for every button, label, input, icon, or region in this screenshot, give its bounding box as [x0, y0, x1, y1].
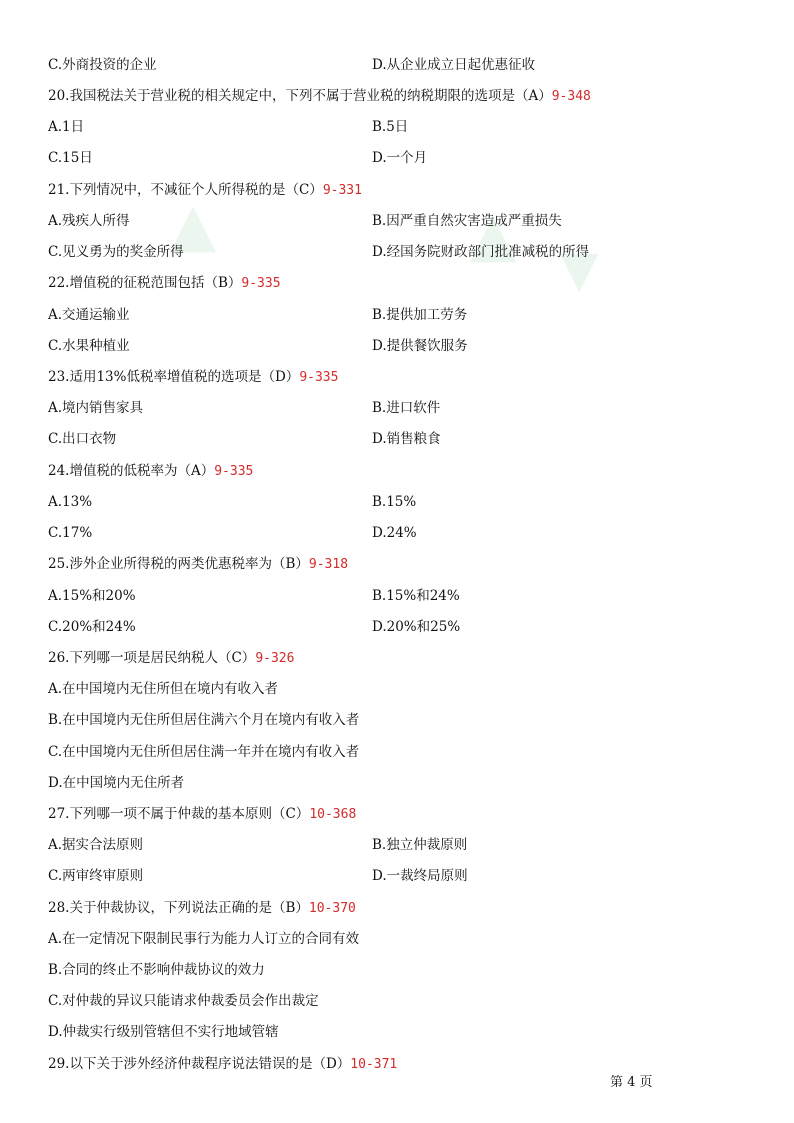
- page-reference: 10-371: [350, 1057, 398, 1072]
- option-a: A.15%和20%: [48, 588, 136, 604]
- option-row: [48, 305, 468, 325]
- question-text: 25.涉外企业所得税的两类优惠税率为（B）: [48, 556, 309, 572]
- watermark-mark: ▲: [170, 190, 217, 260]
- option-b: B.进口软件: [372, 400, 441, 416]
- option-row: [48, 148, 428, 168]
- option-b: B.15%: [372, 494, 417, 510]
- question-text: 20.我国税法关于营业税的相关规定中，下列不属于营业税的纳税期限的选项是（A）: [48, 88, 552, 104]
- watermark-mark: ▼: [560, 240, 599, 298]
- option-row: [48, 835, 468, 855]
- option-text: D.在中国境内无住所者: [48, 775, 185, 791]
- option-text: B.在中国境内无住所但居住满六个月在境内有收入者: [48, 712, 360, 728]
- option-line: [48, 929, 359, 949]
- option-a: A.据实合法原则: [48, 837, 144, 853]
- option-line: [48, 991, 319, 1011]
- option-b: B.15%和24%: [372, 588, 460, 604]
- option-b: B.5日: [372, 119, 409, 135]
- option-a: C.15日: [48, 150, 93, 166]
- option-a: A.残疾人所得: [48, 213, 130, 229]
- page-reference: 9-348: [551, 89, 591, 104]
- question-text: 22.增值税的征税范围包括（B）: [48, 275, 242, 291]
- option-a: C.水果种植业: [48, 338, 130, 354]
- question-line: [48, 804, 356, 824]
- option-row: [48, 117, 409, 137]
- option-row: [48, 429, 441, 449]
- question-text: 27.下列哪一项不属于仲裁的基本原则（C）: [48, 806, 310, 822]
- option-b: D.经国务院财政部门批准减税的所得: [372, 244, 590, 260]
- option-row: [48, 492, 417, 512]
- option-line: [48, 742, 359, 762]
- option-a: A.交通运输业: [48, 307, 130, 323]
- question-text: 23.适用13%低税率增值税的选项是（D）: [48, 369, 300, 385]
- option-text: D.仲裁实行级别管辖但不实行地域管辖: [48, 1024, 279, 1040]
- watermark-mark: ▲: [470, 200, 517, 270]
- option-b: D.销售粮食: [372, 431, 441, 447]
- option-b: D.提供餐饮服务: [372, 338, 468, 354]
- question-text: 21.下列情况中，不减征个人所得税的是（C）: [48, 182, 323, 198]
- option-a: C.两审终审原则: [48, 868, 144, 884]
- page-number: 第 4 页: [610, 1075, 653, 1090]
- option-text: C.对仲裁的异议只能请求仲裁委员会作出裁定: [48, 993, 319, 1009]
- page-reference: 9-331: [322, 183, 362, 198]
- question-line: [48, 648, 294, 668]
- question-line: [48, 1054, 397, 1074]
- option-a: A.境内销售家具: [48, 400, 144, 416]
- question-line: [48, 554, 348, 574]
- option-a: C.外商投资的企业: [48, 57, 157, 73]
- option-b: D.一裁终局原则: [372, 868, 468, 884]
- option-a: C.20%和24%: [48, 619, 136, 635]
- option-row: [48, 866, 468, 886]
- option-row: [48, 336, 468, 356]
- question-text: 29.以下关于涉外经济仲裁程序说法错误的是（D）: [48, 1056, 351, 1072]
- question-line: [48, 898, 356, 918]
- option-a: A.1日: [48, 119, 85, 135]
- option-b: D.一个月: [372, 150, 428, 166]
- option-line: [48, 773, 184, 793]
- question-line: [48, 367, 338, 387]
- option-b: D.从企业成立日起优惠征收: [372, 57, 536, 73]
- option-b: B.独立仲裁原则: [372, 837, 468, 853]
- page-reference: 9-335: [241, 276, 281, 291]
- option-row: [48, 586, 460, 606]
- option-line: [48, 679, 278, 699]
- option-row: [48, 398, 441, 418]
- question-line: [48, 461, 253, 481]
- option-a: C.17%: [48, 525, 93, 541]
- page-reference: 10-370: [308, 901, 356, 916]
- question-line: [48, 180, 362, 200]
- option-a: C.见义勇为的奖金所得: [48, 244, 184, 260]
- option-b: D.24%: [372, 525, 417, 541]
- option-b: D.20%和25%: [372, 619, 461, 635]
- option-text: A.在一定情况下限制民事行为能力人订立的合同有效: [48, 931, 360, 947]
- option-row: [48, 55, 536, 75]
- option-row: [48, 242, 590, 262]
- page-reference: 9-318: [308, 557, 349, 572]
- option-line: [48, 1022, 279, 1042]
- question-line: [48, 86, 591, 106]
- question-text: 24.增值税的低税率为（A）: [48, 463, 215, 479]
- page-reference: 9-335: [214, 464, 254, 479]
- question-text: 28.关于仲裁协议，下列说法正确的是（B）: [48, 900, 309, 916]
- page-reference: 10-368: [309, 807, 357, 822]
- option-b: B.因严重自然灾害造成严重损失: [372, 213, 562, 229]
- page-reference: 9-335: [299, 370, 339, 385]
- option-a: C.出口衣物: [48, 431, 117, 447]
- option-b: B.提供加工劳务: [372, 307, 468, 323]
- page-reference: 9-326: [255, 651, 295, 666]
- option-line: [48, 960, 265, 980]
- option-text: B.合同的终止不影响仲裁协议的效力: [48, 962, 265, 978]
- option-row: [48, 617, 461, 637]
- question-text: 26.下列哪一项是居民纳税人（C）: [48, 650, 256, 666]
- option-row: [48, 523, 417, 543]
- option-text: A.在中国境内无住所但在境内有收入者: [48, 681, 279, 697]
- question-line: [48, 273, 281, 293]
- option-text: C.在中国境内无住所但居住满一年并在境内有收入者: [48, 744, 360, 760]
- option-line: [48, 710, 359, 730]
- option-a: A.13%: [48, 494, 93, 510]
- option-row: [48, 211, 562, 231]
